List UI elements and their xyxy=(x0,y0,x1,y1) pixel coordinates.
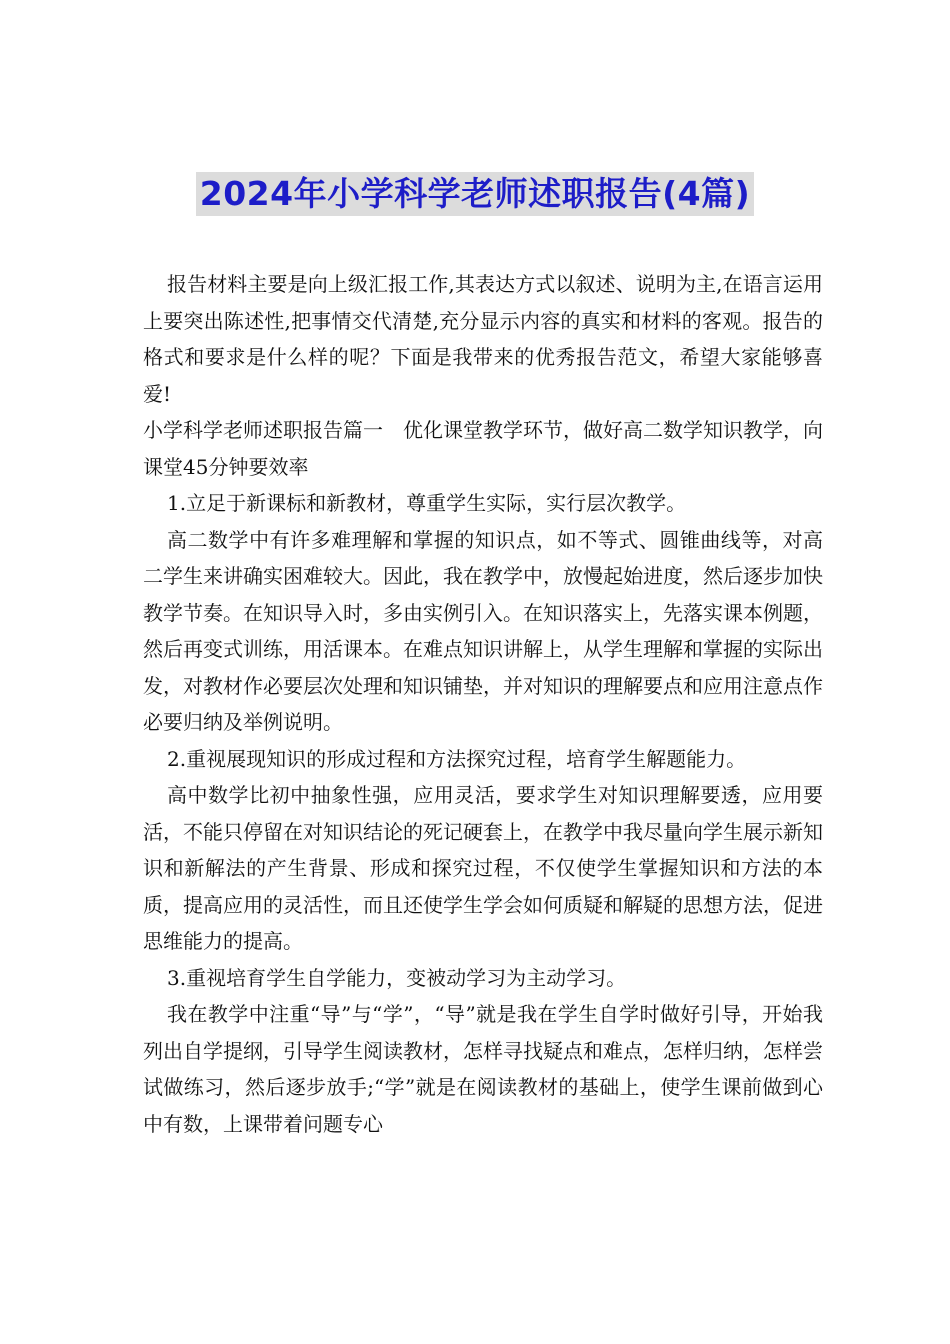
paragraph-heading: 小学科学老师述职报告篇一 优化课堂教学环节，做好高二数学知识教学，向课堂45分钟要效率 xyxy=(143,418,823,479)
document-body xyxy=(143,266,823,1142)
document-title: 2024年小学科学老师述职报告(4篇) xyxy=(196,172,754,216)
paragraph-point-3: 3.重视培育学生自学能力，变被动学习为主动学习。 xyxy=(167,965,627,990)
paragraph-body-2: 高中数学比初中抽象性强，应用灵活，要求学生对知识理解要透，应用要活，不能只停留在对知识结论的死记硬套上，在教学中我尽量向学生展示新知识和新解法的产生背景、形成和探究过程，不仅使学生掌握知识和方法的本质，提高应用的灵活性，而且还使学生学会如何质疑和解疑的思想方法，促进思维能力的提高。 xyxy=(143,783,823,953)
paragraph-intro: 报告材料主要是向上级汇报工作,其表达方式以叙述、说明为主,在语言运用上要突出陈述性,把事情交代清楚,充分显示内容的真实和材料的客观。报告的格式和要求是什么样的呢？下面是我带来的优秀报告范文，希望大家能够喜爱! xyxy=(143,272,823,406)
title-container xyxy=(0,172,950,216)
paragraph-body-1: 高二数学中有许多难理解和掌握的知识点，如不等式、圆锥曲线等，对高二学生来讲确实困难较大。因此，我在教学中，放慢起始进度，然后逐步加快教学节奏。在知识导入时，多由实例引入。在知识落实上，先落实课本例题，然后再变式训练，用活课本。在难点知识讲解上，从学生理解和掌握的实际出发，对教材作必要层次处理和知识铺垫，并对知识的理解要点和应用注意点作必要归纳及举例说明。 xyxy=(143,527,823,734)
paragraph-point-2: 2.重视展现知识的形成过程和方法探究过程，培育学生解题能力。 xyxy=(167,746,747,771)
paragraph-point-1: 1.立足于新课标和新教材，尊重学生实际，实行层次教学。 xyxy=(167,491,687,515)
paragraph-body-3: 我在教学中注重“导”与“学”，“导”就是我在学生自学时做好引导，开始我列出自学提纲，引导学生阅读教材，怎样寻找疑点和难点，怎样归纳，怎样尝试做练习，然后逐步放手;“学”就是在阅读教材的基础上，使学生课前做到心中有数，上课带着问题专心 xyxy=(143,1002,823,1136)
